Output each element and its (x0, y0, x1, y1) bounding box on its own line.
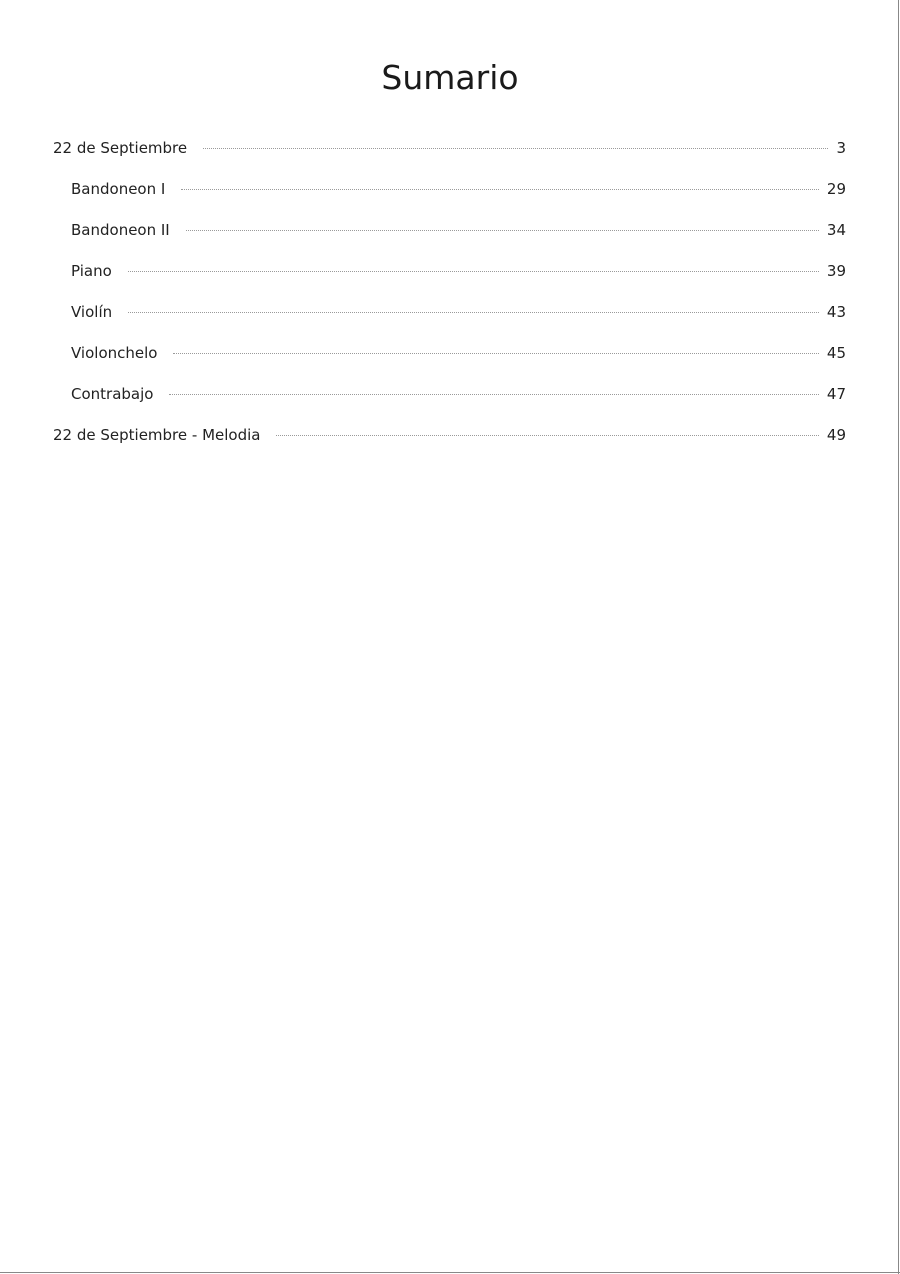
toc-entry-22-de-septiembre-melodia[interactable] (53, 424, 846, 465)
dot-leader (181, 189, 819, 190)
dot-leader (128, 312, 819, 313)
toc-entry-22-de-septiembre[interactable] (53, 137, 846, 178)
toc-entry-page: 45 (826, 344, 846, 362)
toc-entry-label: Violonchelo (71, 344, 158, 362)
page-border-bottom (0, 1272, 900, 1273)
toc-entry-page: 3 (836, 139, 846, 157)
dot-leader (186, 230, 819, 231)
toc-entry-page: 47 (826, 385, 846, 403)
dot-leader (173, 353, 818, 354)
toc-entry-bandoneon-ii[interactable] (53, 219, 846, 260)
toc-entry-label: 22 de Septiembre - Melodia (53, 426, 261, 444)
toc-entry-piano[interactable] (53, 260, 846, 301)
toc-entry-label: Contrabajo (71, 385, 154, 403)
dot-leader (169, 394, 818, 395)
table-of-contents (53, 137, 846, 465)
toc-entry-label: Bandoneon I (71, 180, 166, 198)
toc-entry-violin[interactable] (53, 301, 846, 342)
toc-entry-label: Piano (71, 262, 112, 280)
toc-entry-label: Bandoneon II (71, 221, 170, 239)
toc-entry-page: 43 (826, 303, 846, 321)
dot-leader (128, 271, 819, 272)
toc-entry-page: 34 (826, 221, 846, 239)
toc-entry-page: 29 (826, 180, 846, 198)
toc-entry-label: 22 de Septiembre (53, 139, 188, 157)
dot-leader (276, 435, 818, 436)
toc-entry-contrabajo[interactable] (53, 383, 846, 424)
dot-leader (203, 148, 828, 149)
toc-entry-bandoneon-i[interactable] (53, 178, 846, 219)
page-border-right (898, 0, 899, 1274)
toc-entry-page: 49 (826, 426, 846, 444)
page-title: Sumario (381, 58, 519, 97)
toc-entry-violonchelo[interactable] (53, 342, 846, 383)
toc-entry-page: 39 (826, 262, 846, 280)
toc-entry-label: Violín (71, 303, 113, 321)
